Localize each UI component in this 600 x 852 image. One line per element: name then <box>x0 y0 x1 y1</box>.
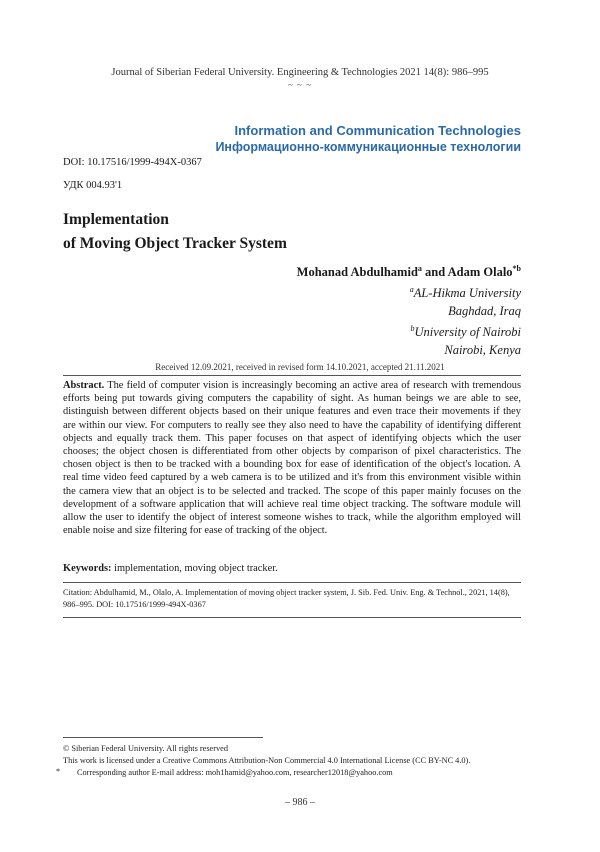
keywords-label: Keywords: <box>63 563 112 574</box>
footnote-corresponding: Corresponding author E-mail address: moh1hamid@yahoo.com, researcher1201​8@yahoo.com <box>77 768 393 777</box>
paper-title <box>63 208 287 256</box>
paper-title-line2: of Moving Object Tracker System <box>63 235 287 252</box>
abstract <box>63 379 521 537</box>
udk-code: УДК 004.93'1 <box>63 180 123 191</box>
citation-top-rule <box>63 582 521 583</box>
keywords <box>63 563 521 574</box>
header-separator: ~ ~ ~ <box>287 80 313 90</box>
citation: Citation: Abdulhamid, M., Olalo, A. Implementation of moving object tracker system, J. Sib. Fed. Univ. Eng. & Technol., 2021, 14(8), 986–995. DOI: 10.17516/1999-494X-0367 <box>63 588 510 609</box>
journal-header: Journal of Siberian Federal University. Engineering & Technologies 2021 14(8): 986–995 <box>111 67 489 78</box>
affiliation-a-mark: a <box>409 285 414 294</box>
affiliation-a-university: AL-Hikma University <box>413 286 521 301</box>
footnote-rule <box>63 737 263 738</box>
footnote-star-mark: * <box>56 767 61 776</box>
section-title-ru: Информационно-коммуникационные технологии <box>215 140 521 154</box>
abstract-top-rule <box>63 375 521 376</box>
received-dates: Received 12.09.2021, received in revised form 14.10.2021, accepted 21.11.2021 <box>155 362 445 372</box>
abstract-text: The field of computer vision is increasingly becoming an active area of research with tremendous efforts being put towards giving computers the capability of sight. As human beings we are able to see, distinguish between different objects based on their unique features and even trace their movements if they are within our view. For computers to really see they also need to have the capability of identifying different objects and equally track them. This paper focuses on that aspect of identifying objects which the user chooses; the object chosen is differentiated from other objects by comparison of pixel characteristics. The chosen object is then to be tracked with a bounding box for ease of identification of the object's location. A real time video feed captured by a web camera is to be utilized and it's from this environment visible within the camera view that an object is to be selected and tracked. The scope of this paper mainly focuses on the development of a software application that will achieve real time object tracking. The software module will allow the user to identify the object of interest someone wishes to track, while the algorithm employed will enable noise and size filtering for ease of tracking of the object. <box>63 380 521 537</box>
affiliation-a <box>410 281 521 303</box>
author-1: Mohanad Abdulhamid <box>296 265 418 280</box>
keywords-text: implementation, moving object tracker. <box>111 563 278 574</box>
author-2: Adam Olalo <box>447 265 513 280</box>
affiliation-b-university: University of Nairobi <box>414 325 521 340</box>
affiliation-b-mark: b <box>410 324 415 334</box>
affiliation-a-city: Baghdad, Iraq <box>448 303 521 318</box>
author-2-affil-mark: *b <box>512 264 521 273</box>
author-1-affil-mark: a <box>417 264 422 273</box>
doi: DOI: 10.17516/1999-494X-0367 <box>63 157 202 168</box>
affiliations <box>410 281 521 359</box>
abstract-label: Abstract. <box>63 380 105 391</box>
affiliation-b-city: Nairobi, Kenya <box>444 342 521 357</box>
authors <box>297 264 521 280</box>
section-title-en: Information and Communication Technologies <box>234 123 521 138</box>
author-conjunction: and <box>421 265 448 280</box>
paper-title-line1: Implementation <box>63 211 169 228</box>
citation-bottom-rule <box>63 617 521 618</box>
footnote-license: This work is licensed under a Creative Commons Attribution-Non Commercial 4.0 International License (CC BY-NC 4.0). <box>63 756 471 765</box>
affiliation-b <box>410 320 521 342</box>
footnote-copyright: © Siberian Federal University. All rights reserved <box>63 744 228 753</box>
page-number: – 986 – <box>285 797 315 808</box>
